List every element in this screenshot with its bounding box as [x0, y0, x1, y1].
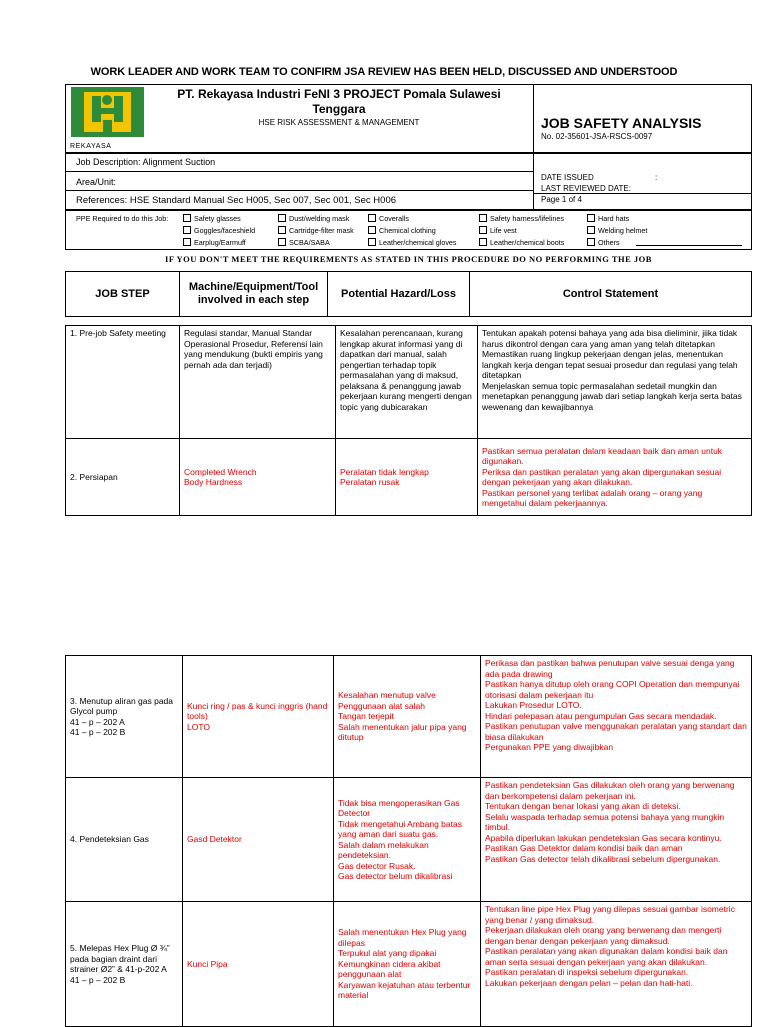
checkbox[interactable]	[368, 226, 376, 234]
ppe-label: PPE Required to do this Job:	[76, 214, 169, 223]
col-job-step: JOB STEP	[66, 272, 180, 317]
job-info-divider	[533, 153, 534, 210]
ppe-item[interactable]: Chemical clothing	[368, 226, 436, 235]
job-step-cell: 4. Pendeteksian Gas	[66, 778, 183, 902]
tool-cell: Kunci ring / pas & kunci inggris (hand tools) LOTO	[183, 656, 334, 778]
department: HSE RISK ASSESSMENT & MANAGEMENT	[258, 118, 420, 127]
table-row	[66, 656, 752, 778]
ppe-item[interactable]: Others	[587, 238, 620, 247]
control-cell: Tentukan apakah potensi bahaya yang ada bisa dieliminir, jiika tidak harus dikontrol dengan cara yang aman yang telah ditetapkan Memastikan ruang lingkup pekerjaan dengan jelas, menentukan langkah kerja dengan tepat sesuai prosedur dan regulasi yang telah ditetapkan Menjelaskan semua topic permasalahan sedetail mungkin dan menetapkan penanggung jawab dari setiap langkah kerja serta batas wewenang dan kewajibannya	[478, 326, 752, 439]
job-step-cell: 2. Persiapan	[66, 439, 180, 516]
hazard-cell: Tidak bisa mengoperasikan Gas Detector Tidak mengetahui Ambang batas yang aman dari suatu gas. Salah dalam melakukan pendeteksian. Gas detector Rusak. Gas detector belum dikalibrasi	[334, 778, 481, 902]
page-line	[533, 193, 752, 194]
hazard-cell: Kesalahan menutup valve Penggunaan alat salah Tangan terjepit Salah menentukan jalur pipa yang ditutup	[334, 656, 481, 778]
tool-cell: Completed Wrench Body Hardness	[180, 439, 336, 516]
warning-text: IF YOU DON'T MEET THE REQUIREMENTS AS STATED IN THIS PROCEDURE DO NO PERFORMING THE JOB	[165, 254, 652, 264]
checkbox[interactable]	[368, 238, 376, 246]
hazard-cell: Peralatan tidak lengkap Peralatan rusak	[336, 439, 478, 516]
checkbox[interactable]	[183, 238, 191, 246]
checkbox[interactable]	[368, 214, 376, 222]
table-row	[66, 326, 752, 439]
job-step-cell: 3. Menutup aliran gas pada Glycol pump 41 – p – 202 A 41 – p – 202 B	[66, 656, 183, 778]
header-divider	[533, 84, 534, 153]
hazard-cell: Kesalahan perencanaan, kurang lengkap akurat informasi yang di dapatkan dari manual, salah pengertian terhadap topik permasalahan yang di maksud, pelaksana & penanggung jawab pekerjaan kurang mengerti dengan topic yang dubicarakan	[336, 326, 478, 439]
checkbox[interactable]	[278, 238, 286, 246]
ppe-item[interactable]: Dust/welding mask	[278, 214, 349, 223]
ppe-item[interactable]: Life vest	[479, 226, 517, 235]
checkbox[interactable]	[479, 214, 487, 222]
date-issued-label: DATE ISSUED	[541, 173, 594, 182]
col-hazard: Potential Hazard/Loss	[328, 272, 470, 317]
ppe-item[interactable]: Welding helmet	[587, 226, 647, 235]
last-reviewed-label: LAST REVIEWED DATE:	[541, 184, 631, 193]
logo-text: REKAYASA	[70, 143, 112, 150]
company-line-2: Tenggara	[312, 102, 366, 116]
checkbox[interactable]	[183, 226, 191, 234]
company-name	[150, 87, 528, 117]
others-blank-line[interactable]	[636, 245, 742, 246]
checkbox[interactable]	[479, 238, 487, 246]
table-row	[66, 439, 752, 516]
col-machine: Machine/Equipment/Tool involved in each step	[180, 272, 328, 317]
page-indicator: Page 1 of 4	[541, 195, 582, 204]
company-line-1: PT. Rekayasa Industri FeNI 3 PROJECT Pomala Sulawesi	[177, 87, 501, 101]
ppe-item[interactable]: Leather/chemical gloves	[368, 238, 457, 247]
tool-cell: Kunci Pipa	[183, 902, 334, 1027]
rekayasa-logo-icon	[70, 86, 145, 138]
date-issued-colon: :	[655, 173, 658, 182]
doc-number: No. 02-35601-JSA-RSCS-0097	[541, 132, 653, 141]
control-cell: Tentukan line pipe Hex Plug yang dilepas sesuai gambar isometric yang benar / yang dimaksud. Pekerjaan dilakukan oleh orang yang berwenang dan mengerti dengan benar dengan pekerjaan yang dimaksud. Pastikan peralatan yang akan digunakan dalam kondisi baik dan aman serta sesuai dengan pekerjaan yang akan dilakukan. Pastikan peralatan di inspeksi sebelum dipergunakan. Lakukan pekerjaan dengan pelan – pelan dan hati-hati.	[481, 902, 752, 1027]
checkbox[interactable]	[183, 214, 191, 222]
row-line-1	[65, 171, 533, 172]
area-unit: Area/Unit:	[76, 177, 117, 187]
checkbox[interactable]	[479, 226, 487, 234]
control-cell: Pastikan pendeteksian Gas dilakukan oleh orang yang berwenang dan berkompetensi dalam pekerjaan ini. Tentukan dengan benar lokasi yang akan di deteksi. Selalu waspada terhadap semua potensi bahaya yang mungkin timbul. Apabila diperlukan lakukan pendeteksian Gas secara kontinyu. Pastikan Gas Detektor dalam kondisi baik dan aman Pastikan Gas detector telah dikalibrasi sebelum dipergunakan.	[481, 778, 752, 902]
ppe-item[interactable]: SCBA/SABA	[278, 238, 330, 247]
steps-table-2	[65, 655, 752, 1027]
steps-table-1	[65, 325, 752, 516]
ppe-item[interactable]: Earplug/Earmuff	[183, 238, 246, 247]
doc-title: JOB SAFETY ANALYSIS	[541, 115, 702, 131]
ppe-item[interactable]: Safety glasses	[183, 214, 241, 223]
col-control: Control Statement	[470, 272, 752, 317]
checkbox[interactable]	[587, 214, 595, 222]
table-row	[66, 902, 752, 1027]
hazard-cell: Salah menentukan Hex Plug yang dilepas Terpukul alat yang dipakai Kemungkinan cidera akibat penggunaan alat Karyawan kejatuhan atau terbentur material	[334, 902, 481, 1027]
job-step-cell: 5. Melepas Hex Plug Ø ¾” pada bagian draint dari strainer Ø2” & 41-p-202 A 41 – p – 202 B	[66, 902, 183, 1027]
references: References: HSE Standard Manual Sec H005, Sec 007, Sec 001, Sec H006	[76, 195, 397, 206]
job-description: Job Description: Alignment Suction	[76, 157, 216, 167]
control-cell: Pastikan semua peralatan dalam keadaan baik dan aman untuk digunakan. Periksa dan pastikan peralatan yang akan dipergunakan sesuai dengan pekerjaan yang akan dilakukan. Pastikan personel yang terlibat adalah orang – orang yang mengetahui dalam pekerjaannya.	[478, 439, 752, 516]
tool-cell: Regulasi standar, Manual Standar Operasional Prosedur, Referensi lain yang mendukung (bukti empiris yang pernah ada dan terjadi)	[180, 326, 336, 439]
row-line-2	[65, 190, 533, 191]
checkbox[interactable]	[587, 226, 595, 234]
ppe-item[interactable]: Cartridge-filter mask	[278, 226, 354, 235]
tool-cell: Gasd Detektor	[183, 778, 334, 902]
jsa-review-note: WORK LEADER AND WORK TEAM TO CONFIRM JSA REVIEW HAS BEEN HELD, DISCUSSED AND UNDERSTOOD	[90, 66, 678, 78]
control-cell: Perikasa dan pastikan bahwa penutupan valve sesuai denga yang ada pada drawing Pastikan hanya ditutup oleh orang COPI Operation dan mempunyai otorisasi dalam pekerjaan itu Lakukan Prosedur LOTO. Hindari pelepasan atau pengumpulan Gas secara mendadak. Pastikan penutupan valve menggunakan peralatan yang standart dan biasa dilakukan Pergunakan PPE yang diwajibkan	[481, 656, 752, 778]
rekayasa-logo	[70, 86, 145, 148]
ppe-item[interactable]: Leather/chemical boots	[479, 238, 564, 247]
checkbox[interactable]	[587, 238, 595, 246]
ppe-item[interactable]: Goggles/faceshield	[183, 226, 255, 235]
table-row	[66, 778, 752, 902]
checkbox[interactable]	[278, 226, 286, 234]
checkbox[interactable]	[278, 214, 286, 222]
ppe-item[interactable]: Hard hats	[587, 214, 629, 223]
column-header-table	[65, 271, 752, 317]
ppe-item[interactable]: Coveralls	[368, 214, 409, 223]
ppe-item[interactable]: Safety harness/lifelines	[479, 214, 564, 223]
job-step-cell: 1. Pre-job Safety meeting	[66, 326, 180, 439]
